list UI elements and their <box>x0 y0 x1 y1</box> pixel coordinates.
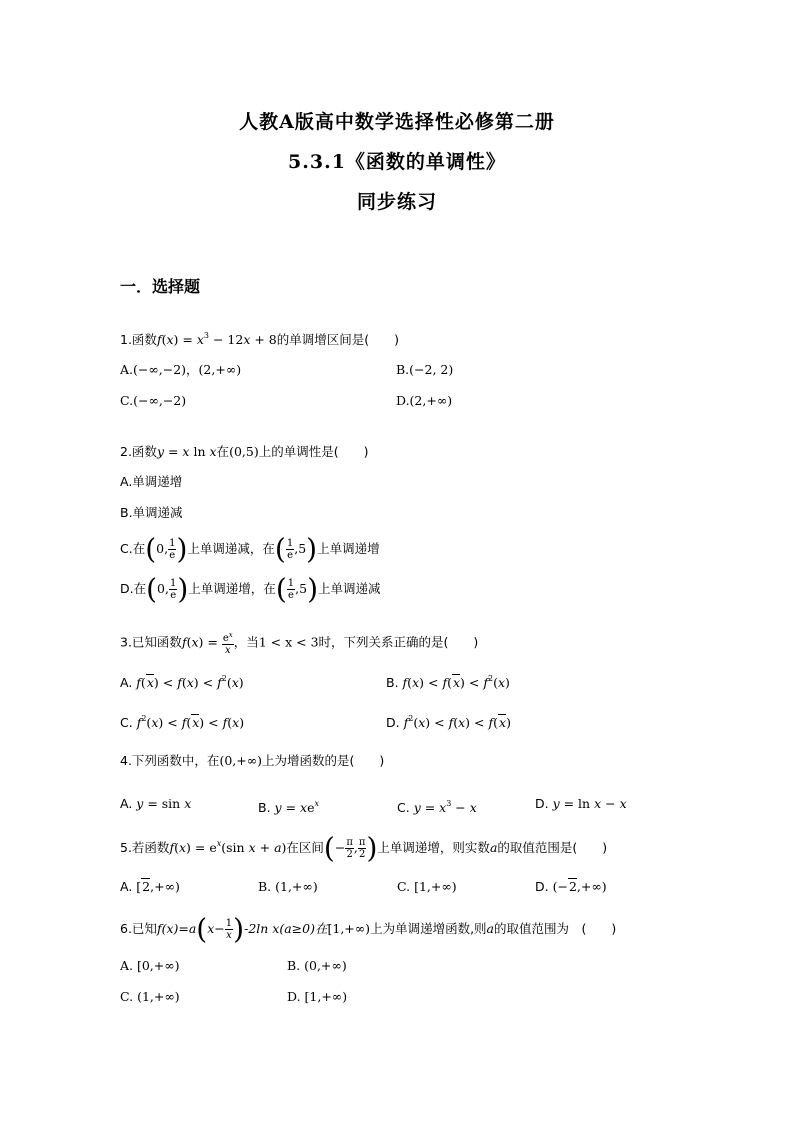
q3-option-a: A. $f(x) < f(x) < f^2(x)$ <box>120 674 244 690</box>
q4-option-c: C. $y = x^3 - x$ <box>397 799 477 815</box>
question-4: 4.下列函数中，在(0,+∞)上为增函数的是( ) <box>120 753 385 768</box>
doc-title-line1: 人教A版高中数学选择性必修第二册 <box>239 111 555 133</box>
q2-option-c: C.在(0, $\frac{1}{e}$ )上单调递减，在( $\frac{1}{e}$ ,5)上单调递增 <box>120 532 380 566</box>
question-5: 5.若函数$f(x) = e^x(\sin$ x + a)在区间(− $\frac{\pi}{2}$ , $\frac{\pi}{2}$ )上单调递增，则实数a的取值范围是( ) <box>120 831 608 865</box>
q4-option-b: B. $y = xe^x$ <box>258 799 319 815</box>
q5-option-b: B. (1,+∞) <box>258 879 318 894</box>
q1-option-d: D.(2,+∞) <box>396 393 453 408</box>
q4-option-a: A. y = sin x <box>120 796 192 811</box>
q2-option-d: D.在(0, $\frac{1}{e}$ )上单调递增，在( $\frac{1}{e}$ ,5)上单调递减 <box>120 572 381 606</box>
q5-option-c: C. [1,+∞) <box>397 879 457 894</box>
q1-option-b: B.(−2, 2) <box>396 362 454 377</box>
question-6: 6.已知f(x)=a(x− $\frac{1}{x}$ )-2ln x(a≥0)在[1,+∞)上为单调递增函数,则a的取值范围为 ( ) <box>120 912 617 946</box>
q1-option-a: A.(−∞,−2)，(2,+∞) <box>120 362 242 377</box>
q4-option-d: D. y = ln x − x <box>535 796 627 811</box>
q5-option-a: A. [2,+∞) <box>120 879 180 894</box>
doc-title-line2: 5.3.1《函数的单调性》 <box>288 151 506 173</box>
q1-option-c: C.(−∞,−2) <box>120 393 187 408</box>
q3-option-c: C. $f^2(x) < f(x) < f(x)$ <box>120 714 245 730</box>
q2-option-a: A.单调递增 <box>120 474 183 489</box>
q3-option-b: B. $f(x) < f(x) < f^2(x)$ <box>386 674 510 690</box>
q5-option-d: D. (−2,+∞) <box>535 879 607 894</box>
question-2: 2.函数y = x ln x在(0,5)上的单调性是( ) <box>120 444 369 459</box>
q6-option-b: B. (0,+∞) <box>287 958 347 973</box>
question-3: 3.已知函数f(x) = $\frac{e^x}{x}$ ，当1 < x < 3时，下列关系正确的是( ) <box>120 631 479 656</box>
question-1: 1.函数$f(x) = x^3 - 12x + 8$的单调增区间是( ) <box>120 331 400 347</box>
q6-option-c: C. (1,+∞) <box>120 989 180 1004</box>
q6-option-a: A. [0,+∞) <box>120 958 180 973</box>
q2-option-b: B.单调递减 <box>120 505 183 520</box>
q6-option-d: D. [1,+∞) <box>287 989 348 1004</box>
q3-option-d: D. $f^2(x) < f(x) < f(x)$ <box>386 714 511 730</box>
doc-title-line3: 同步练习 <box>356 191 437 213</box>
section-heading: 一．选择题 <box>120 277 201 296</box>
